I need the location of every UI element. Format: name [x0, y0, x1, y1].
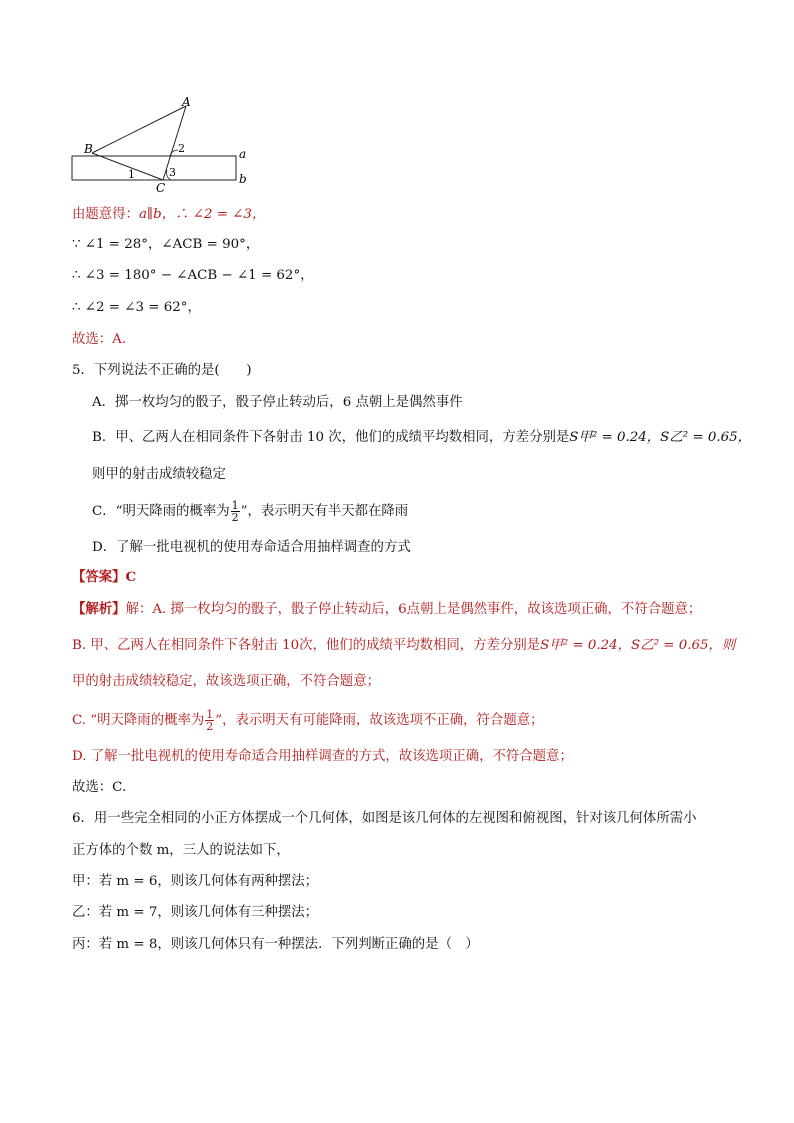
- q5-option-b-text: B．甲、乙两人在相同条件下各射击 10 次，他们的成绩平均数相同，方差分别是: [92, 430, 570, 445]
- q5-analysis-b: [72, 639, 794, 652]
- q5-conclusion: 故选：C.: [72, 780, 127, 795]
- solution-conclusion: 故选：A.: [72, 332, 127, 347]
- q5-option-c: [92, 500, 794, 523]
- q6-stem-line-1: 6．用一些完全相同的小正方体摆成一个几何体，如图是该几何体的左视图和俯视图，针对该几何体所需小: [72, 811, 697, 826]
- label-A: A: [182, 95, 191, 109]
- q6-statement-bing: 丙：若 m = 8，则该几何体只有一种摆法．下列判断正确的是（ ）: [72, 937, 479, 952]
- label-angle-2: 2: [178, 142, 185, 155]
- fraction-denominator: 2: [206, 720, 214, 733]
- label-angle-3: 3: [169, 166, 176, 179]
- fraction-one-half: [231, 500, 240, 523]
- label-C: C: [156, 181, 166, 195]
- q6-statement-jia: 甲：若 m = 6，则该几何体有两种摆法；: [72, 874, 319, 889]
- fraction-denominator: 2: [231, 511, 239, 524]
- label-b: b: [239, 172, 247, 186]
- solution-math-1: a∥b，∴ ∠2 = ∠3，: [138, 207, 266, 222]
- solution-prefix: 由题意得：: [72, 207, 139, 222]
- fraction-numerator: 1: [231, 499, 239, 512]
- solution-line-1: [72, 208, 794, 221]
- q5-answer: 【答案】C: [72, 569, 137, 585]
- q5-option-b-variance-yi: S乙² = 0.65，: [660, 430, 752, 445]
- solution-line-4: ∴ ∠2 = ∠3 = 62°，: [72, 300, 201, 315]
- label-angle-1: 1: [128, 168, 135, 181]
- analysis-b-variances: S甲² = 0.24，S乙² = 0.65，则: [540, 638, 736, 653]
- q5-analysis-a: [72, 603, 794, 616]
- q5-option-c-post: ”，表示明天有半天都在降雨: [240, 504, 409, 519]
- analysis-tag: 【解析】: [72, 601, 126, 617]
- label-a: a: [239, 147, 247, 161]
- q5-option-b-cont: 则甲的射击成绩较稳定: [92, 467, 226, 482]
- analysis-c-post: ”，表示明天有可能降雨，故该选项不正确，符合题意；: [215, 713, 544, 728]
- q5-analysis-c: [72, 709, 794, 732]
- analysis-b-text: B. 甲、乙两人在相同条件下各射击 10次，他们的成绩平均数相同，方差分别是: [72, 638, 541, 653]
- q5-stem: 5．下列说法不正确的是( ): [72, 363, 252, 378]
- q6-statement-yi: 乙：若 m = 7，则该几何体有三种摆法；: [72, 905, 319, 920]
- solution-line-3: ∴ ∠3 = 180° − ∠ACB − ∠1 = 62°，: [72, 268, 314, 283]
- label-B: B: [84, 142, 93, 156]
- q5-option-c-pre: C．“明天降雨的概率为: [92, 504, 230, 519]
- q5-option-b: [92, 431, 794, 444]
- solution-line-2: ∵ ∠1 = 28°，∠ACB = 90°，: [72, 237, 260, 252]
- q5-analysis-d: D. 了解一批电视机的使用寿命适合用抽样调查的方式，故该选项正确，不符合题意；: [72, 749, 573, 764]
- q5-analysis-b-cont: 甲的射击成绩较稳定，故该选项正确，不符合题意；: [72, 674, 380, 689]
- analysis-a-text: 解：A. 掷一枚均匀的骰子，骰子停止转动后，6点朝上是偶然事件，故该选项正确，不符合题意；: [125, 602, 702, 617]
- q5-option-b-variance-jia: S甲² = 0.24，: [569, 430, 661, 445]
- fraction-numerator: 1: [206, 708, 214, 721]
- q5-option-d: D．了解一批电视机的使用寿命适合用抽样调查的方式: [92, 540, 411, 555]
- analysis-c-pre: C. “明天降雨的概率为: [72, 713, 205, 728]
- q6-stem-line-2: 正方体的个数 m，三人的说法如下，: [72, 843, 290, 858]
- geometry-figure: [62, 94, 262, 196]
- q5-option-a: A．掷一枚均匀的骰子，骰子停止转动后，6 点朝上是偶然事件: [92, 395, 463, 410]
- fraction-one-half-analysis: [205, 709, 214, 732]
- segment-BA: [92, 106, 186, 153]
